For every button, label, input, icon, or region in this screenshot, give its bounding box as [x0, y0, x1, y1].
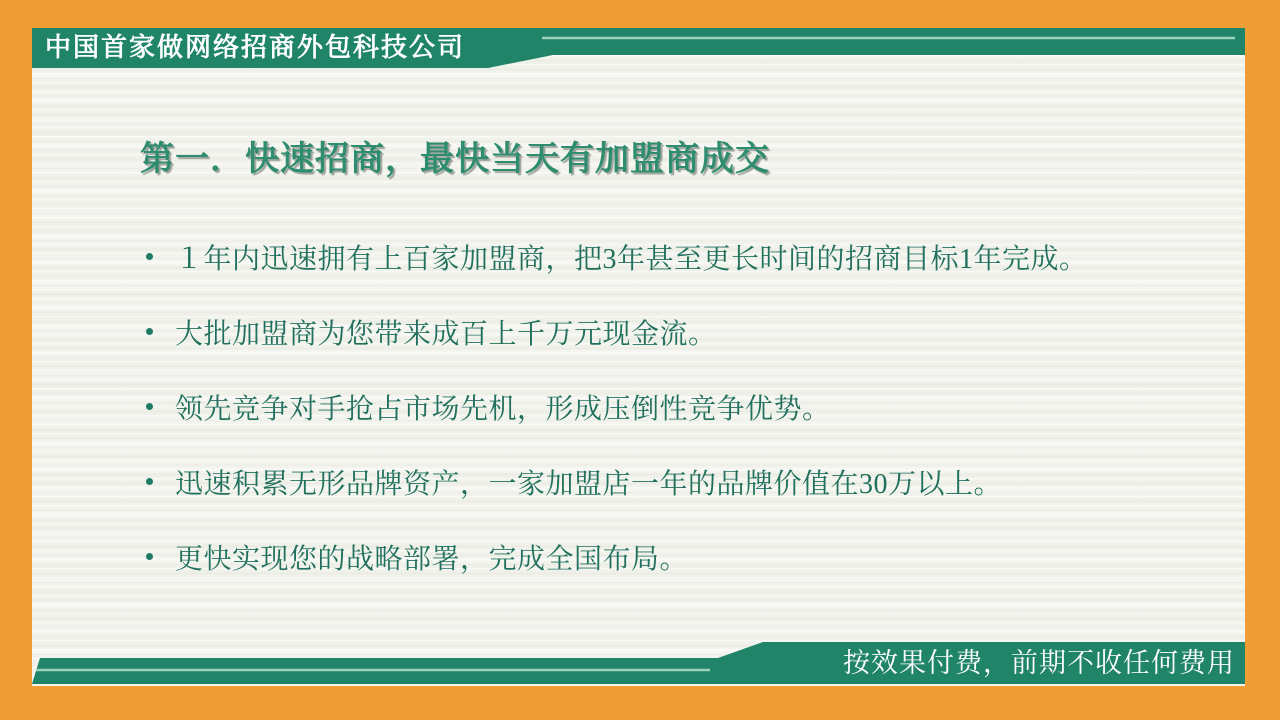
- top-banner-label: 中国首家做网络招商外包科技公司: [45, 32, 466, 62]
- slide-content-area: [32, 28, 1245, 686]
- list-item: [32, 444, 1245, 519]
- list-item: [32, 519, 1245, 594]
- bullet-text: 大批加盟商为您带来成百上千万元现金流。: [175, 318, 717, 350]
- bullet-text: 更快实现您的战略部署，完成全国布局。: [175, 543, 689, 575]
- list-item: [32, 294, 1245, 369]
- bullet-icon: [146, 553, 153, 560]
- ellipsis-text: ……: [145, 637, 209, 670]
- bullet-icon: [146, 253, 153, 260]
- bullet-icon: [146, 403, 153, 410]
- bullet-icon: [146, 328, 153, 335]
- bullet-text: 领先竞争对手抢占市场先机，形成压倒性竞争优势。: [175, 393, 831, 425]
- bullet-text: 迅速积累无形品牌资产，一家加盟店一年的品牌价值在30万以上。: [175, 468, 1003, 500]
- list-item: [32, 369, 1245, 444]
- bullet-icon: [146, 478, 153, 485]
- bullet-text: １年内迅速拥有上百家加盟商，把3年甚至更长时间的招商目标1年完成。: [175, 243, 1088, 275]
- bottom-banner-label: 按效果付费，前期不收任何费用: [843, 648, 1235, 678]
- list-item: [32, 219, 1245, 294]
- slide-title: 第一．快速招商，最快当天有加盟商成交: [140, 140, 770, 178]
- bullet-list: [32, 219, 1245, 594]
